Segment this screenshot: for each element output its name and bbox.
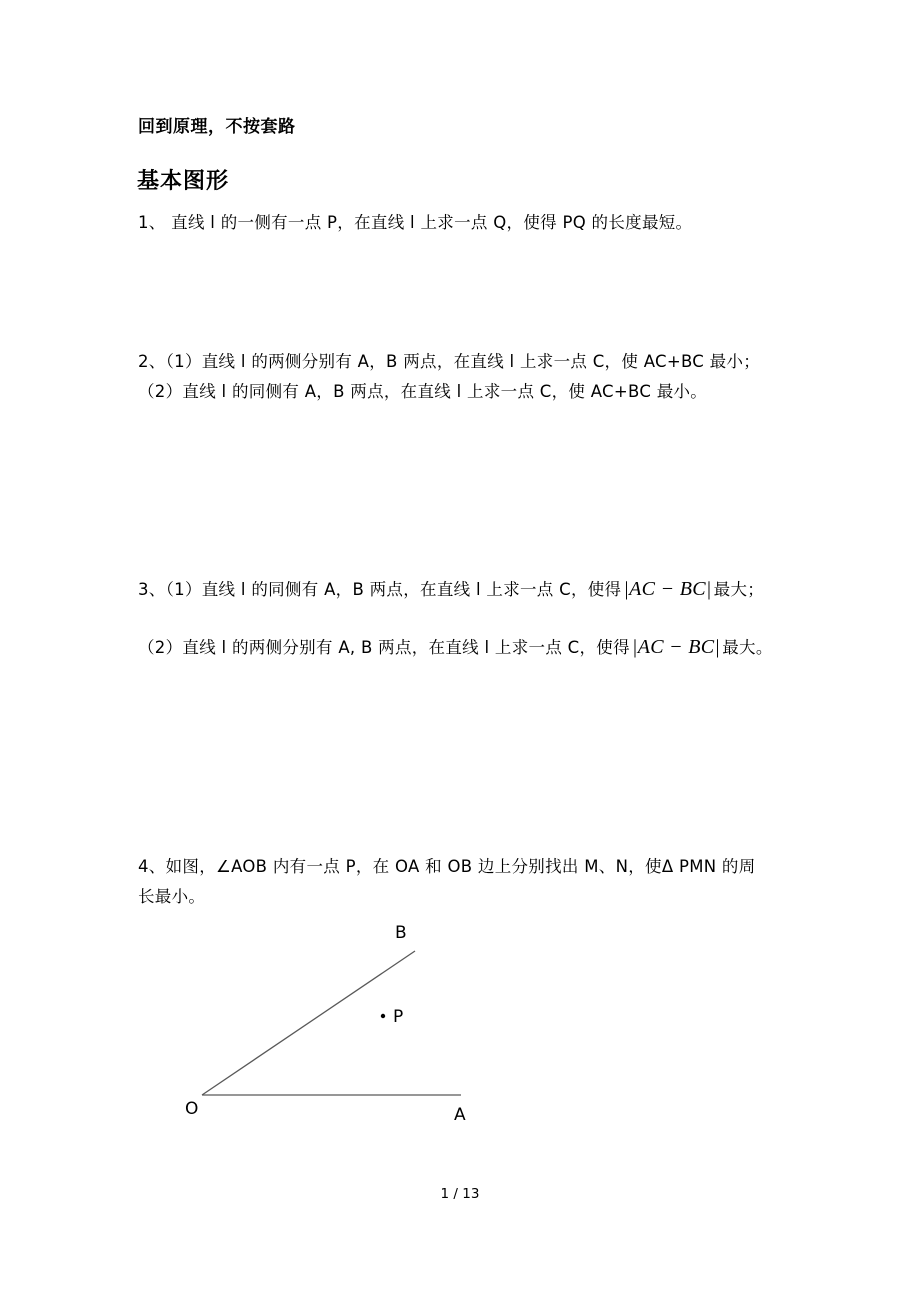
- figure-label-p: P: [393, 1007, 404, 1027]
- problem-4: [138, 852, 830, 912]
- problem-2-line2: （2）直线 l 的同侧有 A，B 两点，在直线 l 上求一点 C，使 AC+BC 最小。: [138, 382, 708, 401]
- problem-4-line2: 长最小。: [138, 887, 206, 906]
- ray-ob-line: [202, 951, 415, 1095]
- doc-title: 回到原理，不按套路: [138, 117, 296, 137]
- problem-3-line2-text: （2）直线 l 的两侧分别有 A, B 两点，在直线 l 上求一点 C，使得: [138, 638, 630, 657]
- figure-label-a: A: [454, 1105, 466, 1125]
- problem-1-line1: 1、 直线 l 的一侧有一点 P，在直线 l 上求一点 Q，使得 PQ 的长度最短。: [138, 213, 693, 232]
- problem-3-line2: [138, 632, 830, 663]
- angle-aob-diagram: [182, 916, 492, 1131]
- problem-1: [138, 208, 830, 238]
- figure-label-o: O: [185, 1099, 199, 1119]
- problem-2: [138, 347, 830, 407]
- problem-3-line1-tail: 最大；: [713, 580, 765, 599]
- problem-3-line1: [138, 574, 830, 605]
- problem-2-line1: 2、（1）直线 l 的两侧分别有 A，B 两点，在直线 l 上求一点 C，使 AC+BC 最小；: [138, 352, 761, 371]
- problem-3-line2-tail: 最大。: [722, 638, 773, 657]
- page-number: 1 / 13: [440, 1186, 480, 1202]
- problem-3-line1-math-expression: |AC − BC|: [623, 578, 712, 600]
- problem-4-line1: 4、如图，∠AOB 内有一点 P，在 OA 和 OB 边上分别找出 M、N，使Δ PMN 的周: [138, 857, 756, 876]
- figure-angle-aob: [182, 916, 492, 1135]
- problem-3-line1-text: 3、（1）直线 l 的同侧有 A，B 两点，在直线 l 上求一点 C，使得: [138, 580, 622, 599]
- point-p-dot: [381, 1014, 385, 1018]
- section-heading: 基本图形: [137, 169, 230, 194]
- problem-3-line2-math-expression: |AC − BC|: [631, 636, 721, 658]
- figure-label-b: B: [395, 923, 407, 943]
